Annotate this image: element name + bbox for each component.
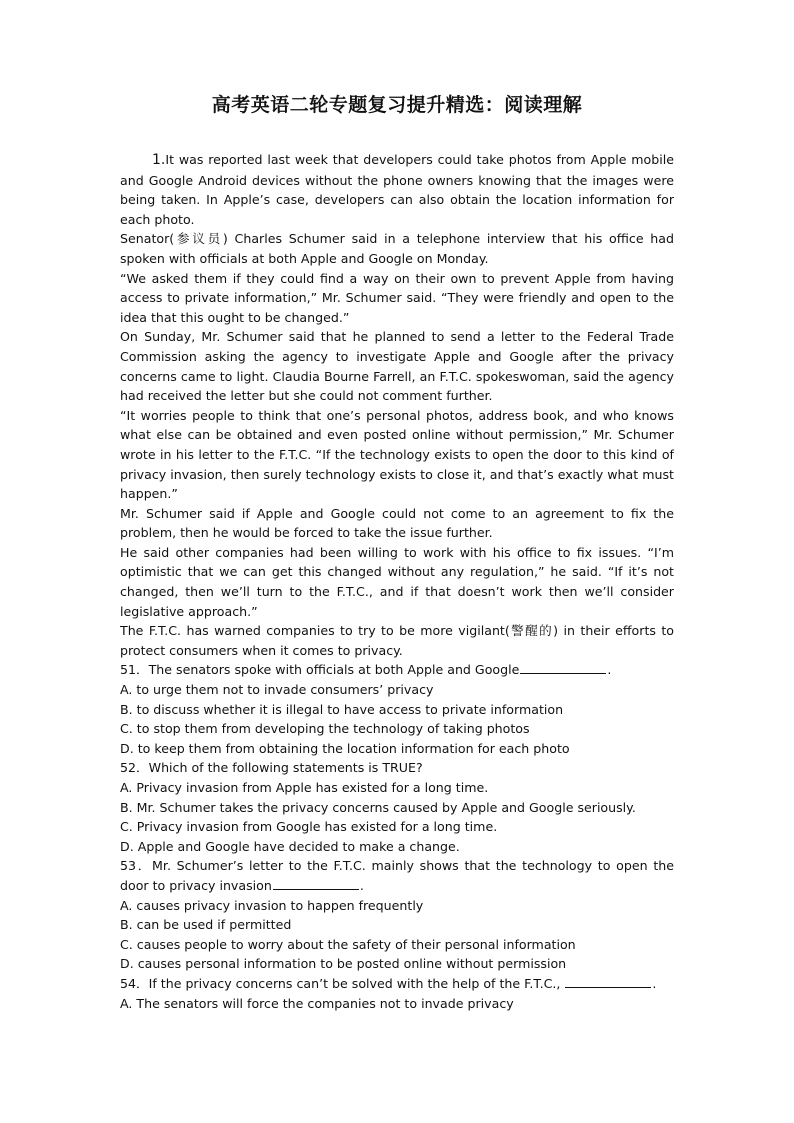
option-a: A. causes privacy invasion to happen frequently [120, 897, 424, 913]
option-c: C. to stop them from developing the technology of taking photos [120, 721, 530, 737]
answer-blank [565, 975, 651, 988]
option-c: C. causes people to worry about the safety of their personal information [120, 936, 576, 952]
passage-paragraph-8: The F.T.C. has warned companies to try to be more vigilant(警醒的) in their efforts to protect consumers when it comes to privacy. [120, 623, 674, 658]
passage-number: 1. [152, 152, 166, 168]
option-a: A. to urge them not to invade consumers’ privacy [120, 682, 434, 698]
question-53 [120, 856, 674, 974]
option-a: A. Privacy invasion from Apple has existed for a long time. [120, 780, 489, 795]
passage-paragraph-1: 1.It was reported last week that developers could take photos from Apple mobile and Google Android devices without the phone owners knowing that the images were being taken. In Apple’s case, developers can also obtain the location information for each photo. [120, 152, 674, 227]
passage-paragraph-4: On Sunday, Mr. Schumer said that he planned to send a letter to the Federal Trade Commission asking the agency to investigate Apple and Google after the privacy concerns came to light. Claudia Bourne Farrell, an F.T.C. spokeswoman, said the agency had received the letter but she could not comment further. [120, 329, 674, 404]
question-stem: 54．If the privacy concerns can’t be solved with the help of the F.T.C., . [120, 975, 657, 991]
question-stem: 52．Which of the following statements is TRUE? [120, 760, 423, 776]
document-page [120, 92, 674, 1013]
passage-paragraph-2: Senator(参议员) Charles Schumer said in a telephone interview that his office had spoken with officials at both Apple and Google on Monday. [120, 231, 674, 266]
answer-blank [520, 661, 606, 674]
question-52 [120, 758, 674, 856]
option-a: A. The senators will force the companies not to invade privacy [120, 995, 514, 1011]
option-d: D. Apple and Google have decided to make a change. [120, 838, 460, 854]
option-d: D. to keep them from obtaining the location information for each photo [120, 740, 570, 756]
passage-paragraph-6: Mr. Schumer said if Apple and Google could not come to an agreement to fix the problem, then he would be forced to take the issue further. [120, 505, 674, 541]
question-51 [120, 660, 674, 758]
option-d: D. causes personal information to be posted online without permission [120, 956, 567, 972]
answer-blank [273, 877, 359, 890]
question-54 [120, 974, 674, 1013]
option-b: B. can be used if permitted [120, 917, 292, 933]
reading-passage [120, 150, 674, 660]
question-stem: 53．Mr. Schumer’s letter to the F.T.C. mainly shows that the technology to open the door to privacy invasion . [120, 858, 674, 893]
passage-paragraph-5: “It worries people to think that one’s personal photos, address book, and who knows what else can be obtained and even posted online without permission,” Mr. Schumer wrote in his letter to the F.T.C. “If the technology exists to open the door to this kind of privacy invasion, then surely technology exists to close it, and that’s exactly what must happen.” [120, 407, 674, 502]
option-b: B. to discuss whether it is illegal to have access to private information [120, 701, 564, 717]
question-stem: 51．The senators spoke with officials at both Apple and Google . [120, 662, 612, 678]
passage-paragraph-3: “We asked them if they could find a way on their own to prevent Apple from having access to private information,” Mr. Schumer said. “They were friendly and open to the idea that this ought to be changed.” [120, 270, 674, 325]
page-title: 高考英语二轮专题复习提升精选：阅读理解 [211, 94, 583, 116]
option-c: C. Privacy invasion from Google has existed for a long time. [120, 819, 498, 835]
option-b: B. Mr. Schumer takes the privacy concerns caused by Apple and Google seriously. [120, 799, 636, 815]
passage-paragraph-7: He said other companies had been willing to work with his office to fix issues. “I’m optimistic that we can get this changed without any regulation,” he said. “If it’s not changed, then we’ll turn to the F.T.C., and if that doesn’t work then we’ll consider legislative approach.” [120, 544, 674, 619]
